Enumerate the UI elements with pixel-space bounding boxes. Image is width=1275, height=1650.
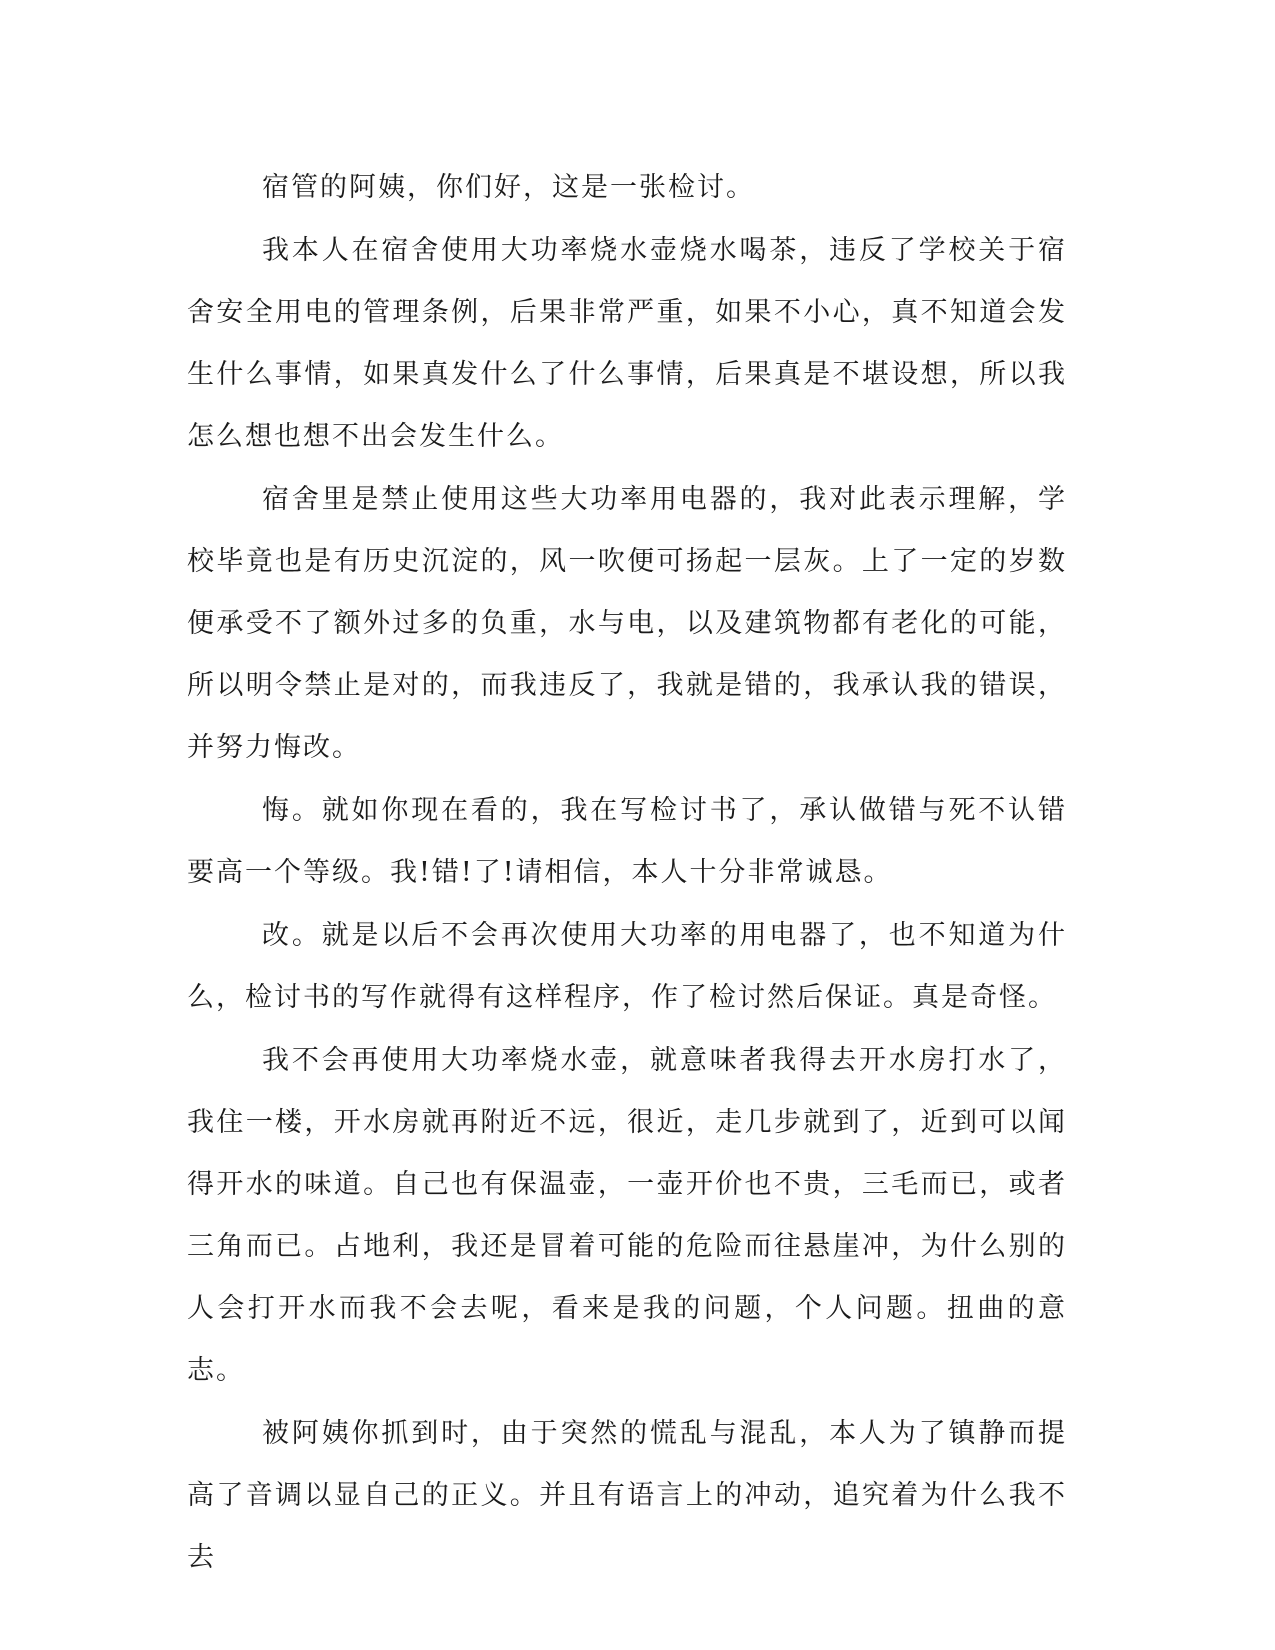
paragraph-regret: 悔。就如你现在看的，我在写检讨书了，承认做错与死不认错要高一个等级。我!错!了!请相信，本人十分非常诚恳。 xyxy=(187,795,1067,888)
paragraph-violation: 我本人在宿舍使用大功率烧水壶烧水喝茶，违反了学校关于宿舍安全用电的管理条例，后果非常严重，如果不小心，真不知道会发生什么事情，如果真发什么了什么事情，后果真是不堪设想，所以我怎么想也想不出会发生什么。 xyxy=(187,235,1067,452)
paragraph-water-room: 我不会再使用大功率烧水壶，就意味者我得去开水房打水了，我住一楼，开水房就再附近不远，很近，走几步就到了，近到可以闻得开水的味道。自己也有保温壶，一壶开价也不贵，三毛而已，或者三角而已。占地利，我还是冒着可能的危险而往悬崖冲，为什么别的人会打开水而我不会去呢，看来是我的问题，个人问题。扭曲的意志。 xyxy=(187,1045,1067,1386)
paragraph-understanding: 宿舍里是禁止使用这些大功率用电器的，我对此表示理解，学校毕竟也是有历史沉淀的，风一吹便可扬起一层灰。上了一定的岁数便承受不了额外过多的负重，水与电，以及建筑物都有老化的可能，所以明令禁止是对的，而我违反了，我就是错的，我承认我的错误，并努力悔改。 xyxy=(187,484,1067,763)
paragraph-greeting: 宿管的阿姨，你们好，这是一张检讨。 xyxy=(262,172,755,203)
paragraph-correction: 改。就是以后不会再次使用大功率的用电器了，也不知道为什么，检讨书的写作就得有这样程序，作了检讨然后保证。真是奇怪。 xyxy=(187,920,1067,1013)
document-body xyxy=(187,157,1067,1590)
paragraph-caught: 被阿姨你抓到时，由于突然的慌乱与混乱，本人为了镇静而提高了音调以显自己的正义。并且有语言上的冲动，追究着为什么我不去 xyxy=(187,1418,1067,1573)
